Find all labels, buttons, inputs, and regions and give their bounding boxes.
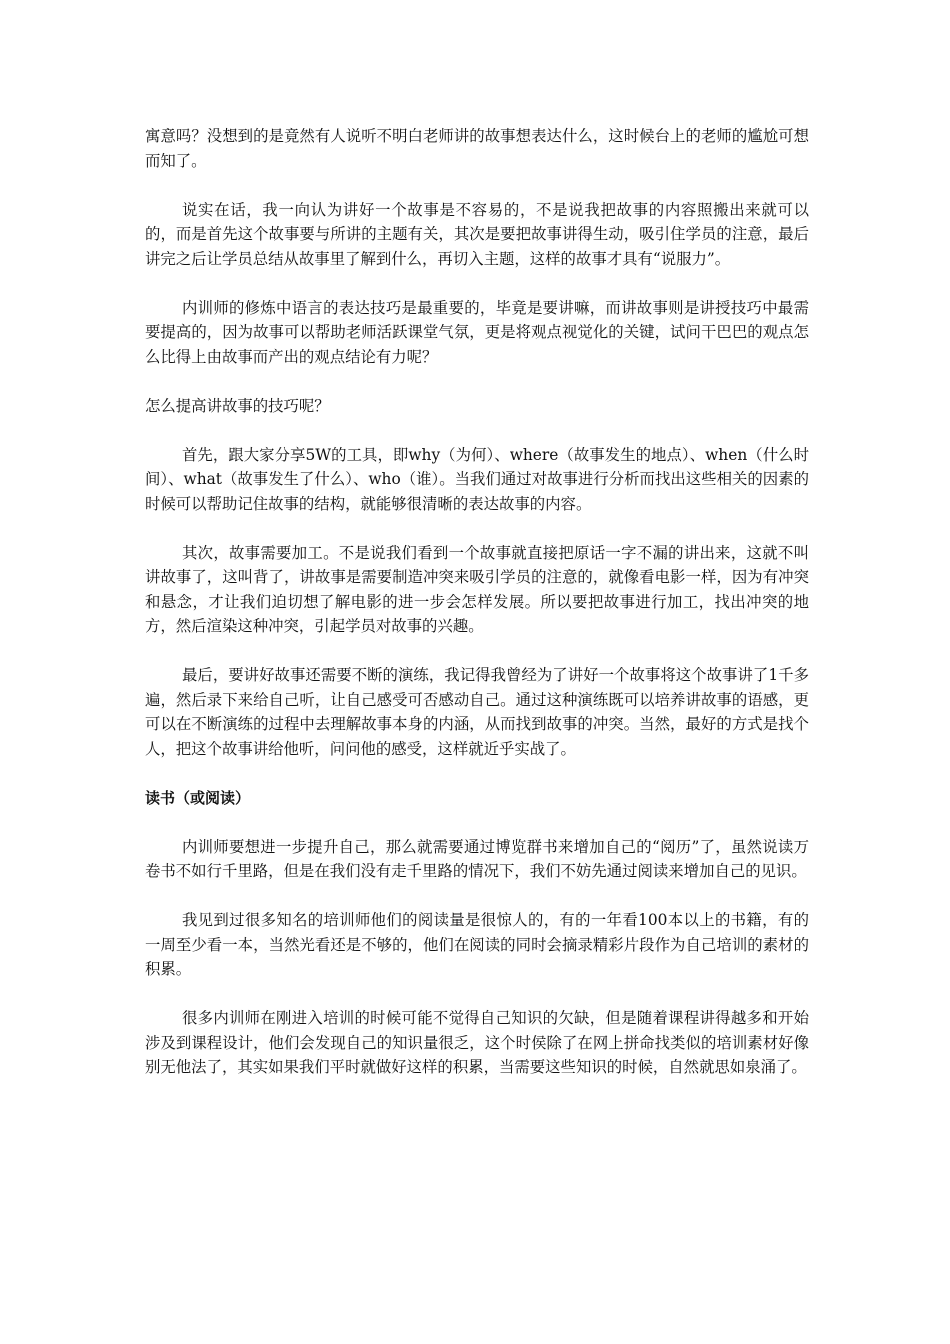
paragraph-continuation: 寓意吗？没想到的是竟然有人说听不明白老师讲的故事想表达什么，这时候台上的老师的尴尬可想而知了。 <box>145 127 809 170</box>
paragraph-5w-tool: 首先，跟大家分享5W的工具，即why（为何）、where（故事发生的地点）、when（什么时间）、what（故事发生了什么）、who（谁）。当我们通过对故事进行分析而找出这些相关的因素的时候可以帮助记住故事的结构，就能够很清晰的表达故事的内容。 <box>145 445 809 513</box>
paragraph-practice: 最后，要讲好故事还需要不断的演练，我记得我曾经为了讲好一个故事将这个故事讲了1千多遍，然后录下来给自己听，让自己感受可否感动自己。通过这种演练既可以培养讲故事的语感，更可以在不断演练的过程中去理解故事本身的内涵，从而找到故事的冲突。当然，最好的方式是找个人，把这个故事讲给他听，问问他的感受，这样就近乎实战了。 <box>145 666 809 758</box>
document-body <box>145 124 809 1104</box>
paragraph-storytelling-difficulty: 说实在话，我一向认为讲好一个故事是不容易的，不是说我把故事的内容照搬出来就可以的，而是首先这个故事要与所讲的主题有关，其次是要把故事讲得生动，吸引住学员的注意，最后讲完之后让学员总结从故事里了解到什么，再切入主题，这样的故事才具有“说服力”。 <box>145 200 809 268</box>
paragraph-language-skills: 内训师的修炼中语言的表达技巧是最重要的，毕竟是要讲嘛，而讲故事则是讲授技巧中最需要提高的，因为故事可以帮助老师活跃课堂气氛，更是将观点视觉化的关键，试问干巴巴的观点怎么比得上由故事而产出的观点结论有力呢？ <box>145 298 809 366</box>
paragraph-knowledge-accumulation: 很多内训师在刚进入培训的时候可能不觉得自己知识的欠缺，但是随着课程讲得越多和开始涉及到课程设计，他们会发现自己的知识量很乏，这个时侯除了在网上拼命找类似的培训素材好像别无他法了，其实如果我们平时就做好这样的积累，当需要这些知识的时候，自然就思如泉涌了。 <box>145 1009 809 1076</box>
paragraph-reading-intro: 内训师要想进一步提升自己，那么就需要通过博览群书来增加自己的“阅历”了，虽然说读万卷书不如行千里路，但是在我们没有走千里路的情况下，我们不妨先通过阅读来增加自己的见识。 <box>145 837 809 880</box>
paragraph-story-processing: 其次，故事需要加工。不是说我们看到一个故事就直接把原话一字不漏的讲出来，这就不叫讲故事了，这叫背了，讲故事是需要制造冲突来吸引学员的注意的，就像看电影一样，因为有冲突和悬念，才让我们迫切想了解电影的进一步会怎样发展。所以要把故事进行加工，找出冲突的地方，然后渲染这种冲突，引起学员对故事的兴趣。 <box>145 543 809 635</box>
paragraph-reading-volume: 我见到过很多知名的培训师他们的阅读量是很惊人的，有的一年看100本以上的书籍，有的一周至少看一本，当然光看还是不够的，他们在阅读的同时会摘录精彩片段作为自己培训的素材的积累。 <box>145 911 809 978</box>
question-line: 怎么提高讲故事的技巧呢？ <box>145 396 330 415</box>
section-heading: 读书（或阅读） <box>145 788 251 807</box>
